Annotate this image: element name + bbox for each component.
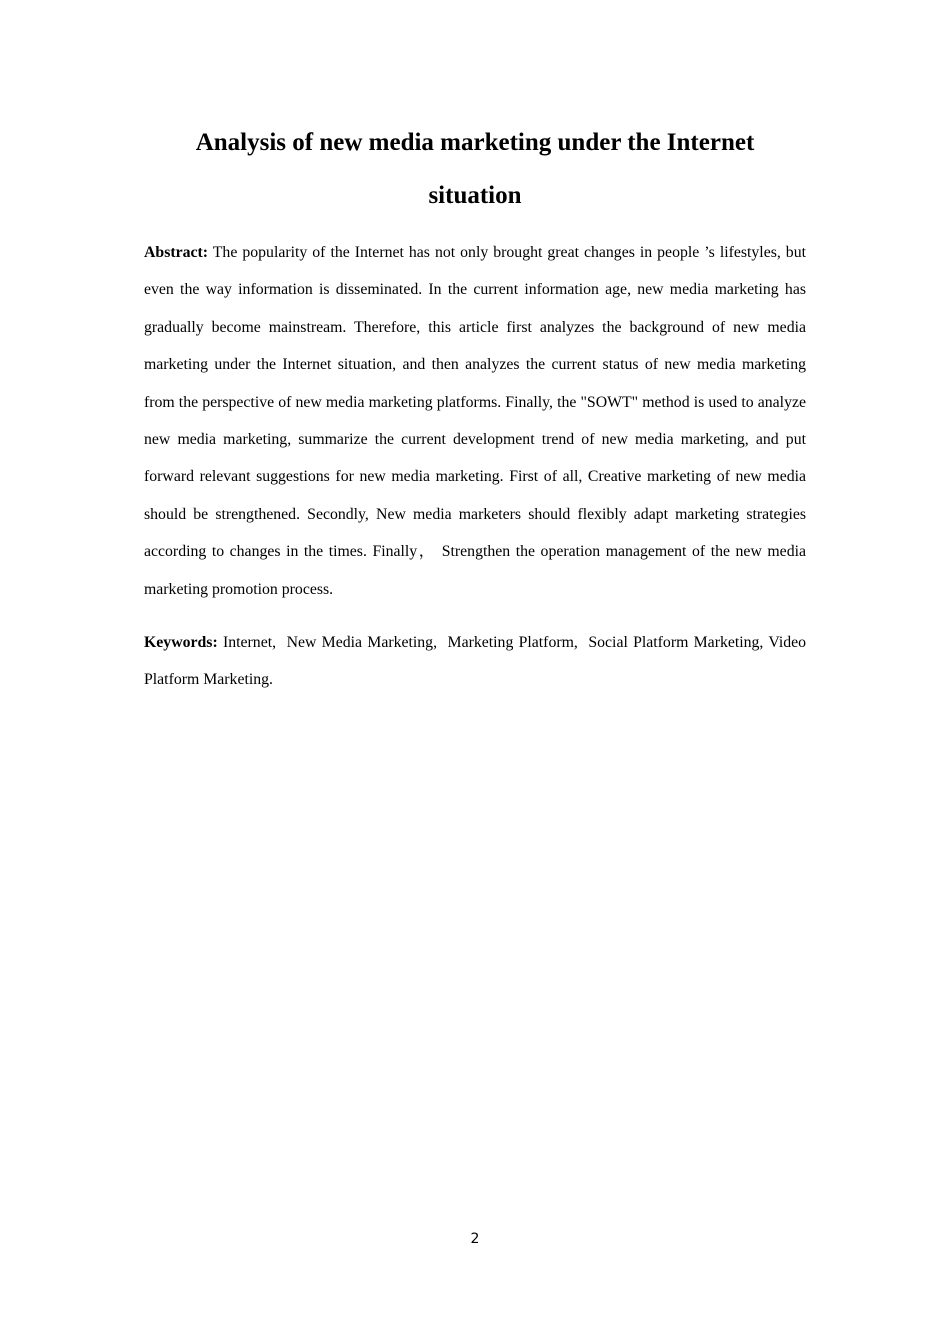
paper-title xyxy=(150,116,800,222)
keyword-item: Marketing Platform, xyxy=(447,634,578,651)
keyword-item: New Media Marketing, xyxy=(286,634,438,651)
keyword-item: Internet, xyxy=(222,634,277,651)
title-line-1: Analysis of new media marketing under the Internet xyxy=(195,129,755,156)
page-number: 2 xyxy=(470,1231,480,1247)
keywords-paragraph xyxy=(144,624,806,699)
abstract-text: The popularity of the Internet has not only brought great changes in people ’s lifestyles, but even the way information is disseminated. In the current information age, new media marketing has gradually become mainstream. Therefore, this article first analyzes the background of new media marketing under the Internet situation, and then analyzes the current status of new media marketing from the perspective of new media marketing platforms. Finally, the "SOWT" method is used to analyze new media marketing, summarize the current development trend of new media marketing, and put forward relevant suggestions for new media marketing. First of all, Creative marketing of new media should be strengthened. Secondly, New media marketers should flexibly adapt marketing strategies according to changes in the times. Finally， Strengthen the operation management of the new media marketing promotion process. xyxy=(144,244,806,598)
abstract-label: Abstract: xyxy=(144,244,209,261)
keyword-item: Video Platform Marketing. xyxy=(144,634,807,689)
keywords-label: Keywords: xyxy=(144,634,218,651)
abstract-paragraph xyxy=(144,234,806,608)
keyword-item: Social Platform Marketing, xyxy=(588,634,764,651)
title-line-2: situation xyxy=(428,182,522,209)
